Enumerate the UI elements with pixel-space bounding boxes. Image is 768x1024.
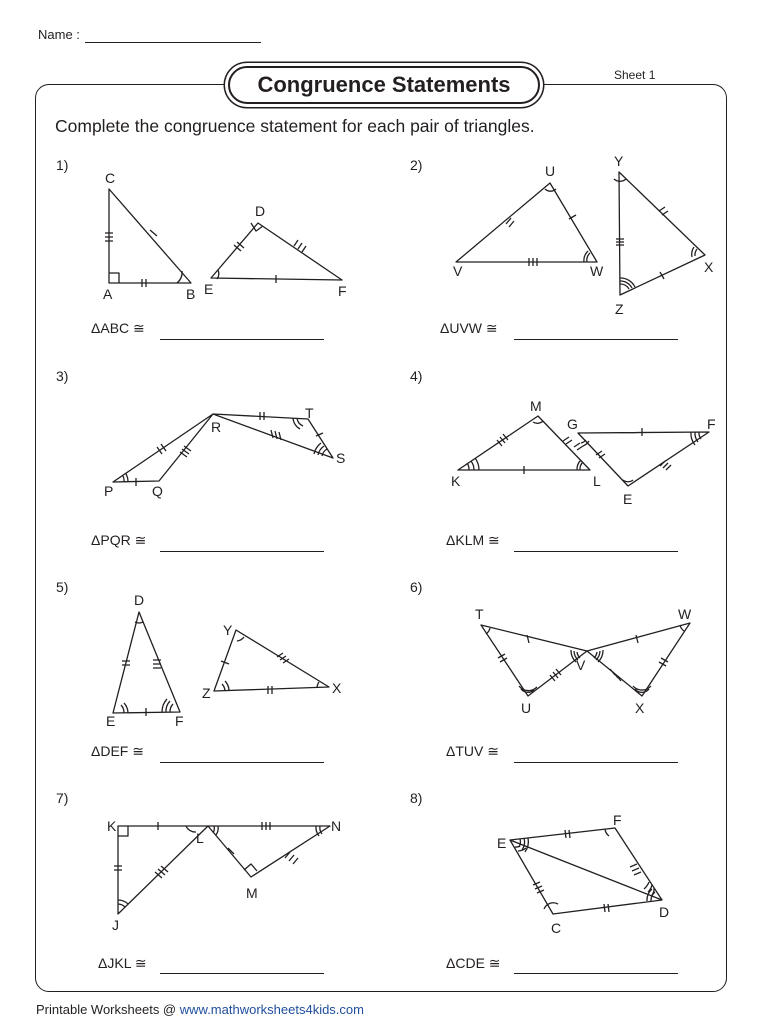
p8-label-d: D — [659, 904, 670, 920]
p6-label-w: W — [678, 606, 692, 622]
p5-label-e: E — [106, 713, 116, 729]
problem-7-figure — [107, 818, 341, 933]
page-title-text: Congruence Statements — [257, 72, 511, 97]
problem-3-figure — [104, 405, 345, 499]
p5-label-y: Y — [223, 622, 233, 638]
p2-label-w: W — [590, 263, 604, 279]
p6-label-t: T — [475, 606, 484, 622]
p6-label-x: X — [635, 700, 645, 716]
p7-label-n: N — [331, 818, 342, 834]
problem-8-statement: ΔCDE ≅ — [446, 955, 501, 971]
p7-label-k: K — [107, 818, 117, 834]
p4-label-k: K — [451, 473, 461, 489]
p1-label-c: C — [105, 170, 116, 186]
problem-3-statement: ΔPQR ≅ — [91, 532, 147, 548]
p1-label-f: F — [338, 283, 347, 299]
p5-label-f: F — [175, 713, 184, 729]
p8-label-e: E — [497, 835, 507, 851]
p7-label-j: J — [112, 917, 119, 933]
p1-label-d: D — [255, 203, 266, 219]
p4-label-e: E — [623, 491, 633, 507]
problem-4-figure — [451, 398, 716, 507]
sheet-label: Sheet 1 — [614, 68, 656, 82]
p1-label-b: B — [186, 286, 196, 302]
footer-prefix: Printable Worksheets @ — [36, 1002, 177, 1017]
problem-5-statement: ΔDEF ≅ — [91, 743, 144, 759]
p4-label-f: F — [707, 416, 716, 432]
problem-8-figure — [497, 812, 669, 936]
p7-label-m: M — [246, 885, 258, 901]
p4-label-l: L — [593, 473, 601, 489]
p2-label-y: Y — [614, 153, 624, 169]
p6-label-u: U — [521, 700, 532, 716]
p3-label-s: S — [336, 450, 346, 466]
footer — [36, 1002, 364, 1017]
problem-2-figure — [453, 153, 714, 317]
problem-7-statement: ΔJKL ≅ — [98, 955, 147, 971]
problem-2-statement: ΔUVW ≅ — [440, 320, 498, 336]
problem-3-number: 3) — [56, 368, 69, 384]
p2-label-z: Z — [615, 301, 624, 317]
problem-8-number: 8) — [410, 790, 423, 806]
p8-label-f: F — [613, 812, 622, 828]
problem-7-number: 7) — [56, 790, 69, 806]
p3-label-t: T — [305, 405, 314, 421]
name-label: Name : — [38, 27, 80, 42]
p2-label-x: X — [704, 259, 714, 275]
problem-5-number: 5) — [56, 579, 69, 595]
p6-label-v: V — [576, 657, 586, 673]
p3-label-q: Q — [152, 483, 163, 499]
p4-label-m: M — [530, 398, 542, 414]
problem-5-figure — [106, 592, 342, 729]
p8-label-c: C — [551, 920, 562, 936]
p4-label-g: G — [567, 416, 578, 432]
problem-4-statement: ΔKLM ≅ — [446, 532, 500, 548]
p3-label-p: P — [104, 483, 114, 499]
problem-6-number: 6) — [410, 579, 423, 595]
p5-label-d: D — [134, 592, 145, 608]
footer-link[interactable]: www.mathworksheets4kids.com — [179, 1002, 364, 1017]
problem-6-statement: ΔTUV ≅ — [446, 743, 499, 759]
p1-label-e: E — [204, 281, 214, 297]
p2-label-u: U — [545, 163, 556, 179]
p3-label-r: R — [211, 419, 222, 435]
p7-label-l: L — [196, 830, 204, 846]
p5-label-x: X — [332, 680, 342, 696]
p1-label-a: A — [103, 286, 113, 302]
p2-label-v: V — [453, 263, 463, 279]
problem-2-number: 2) — [410, 157, 423, 173]
problem-1-statement: ΔABC ≅ — [91, 320, 145, 336]
problem-6-figure — [475, 606, 692, 716]
instructions: Complete the congruence statement for each pair of triangles. — [55, 116, 535, 136]
problem-4-number: 4) — [410, 368, 423, 384]
problem-1-figure — [103, 170, 347, 302]
problem-1-number: 1) — [56, 157, 69, 173]
p5-label-z: Z — [202, 685, 211, 701]
